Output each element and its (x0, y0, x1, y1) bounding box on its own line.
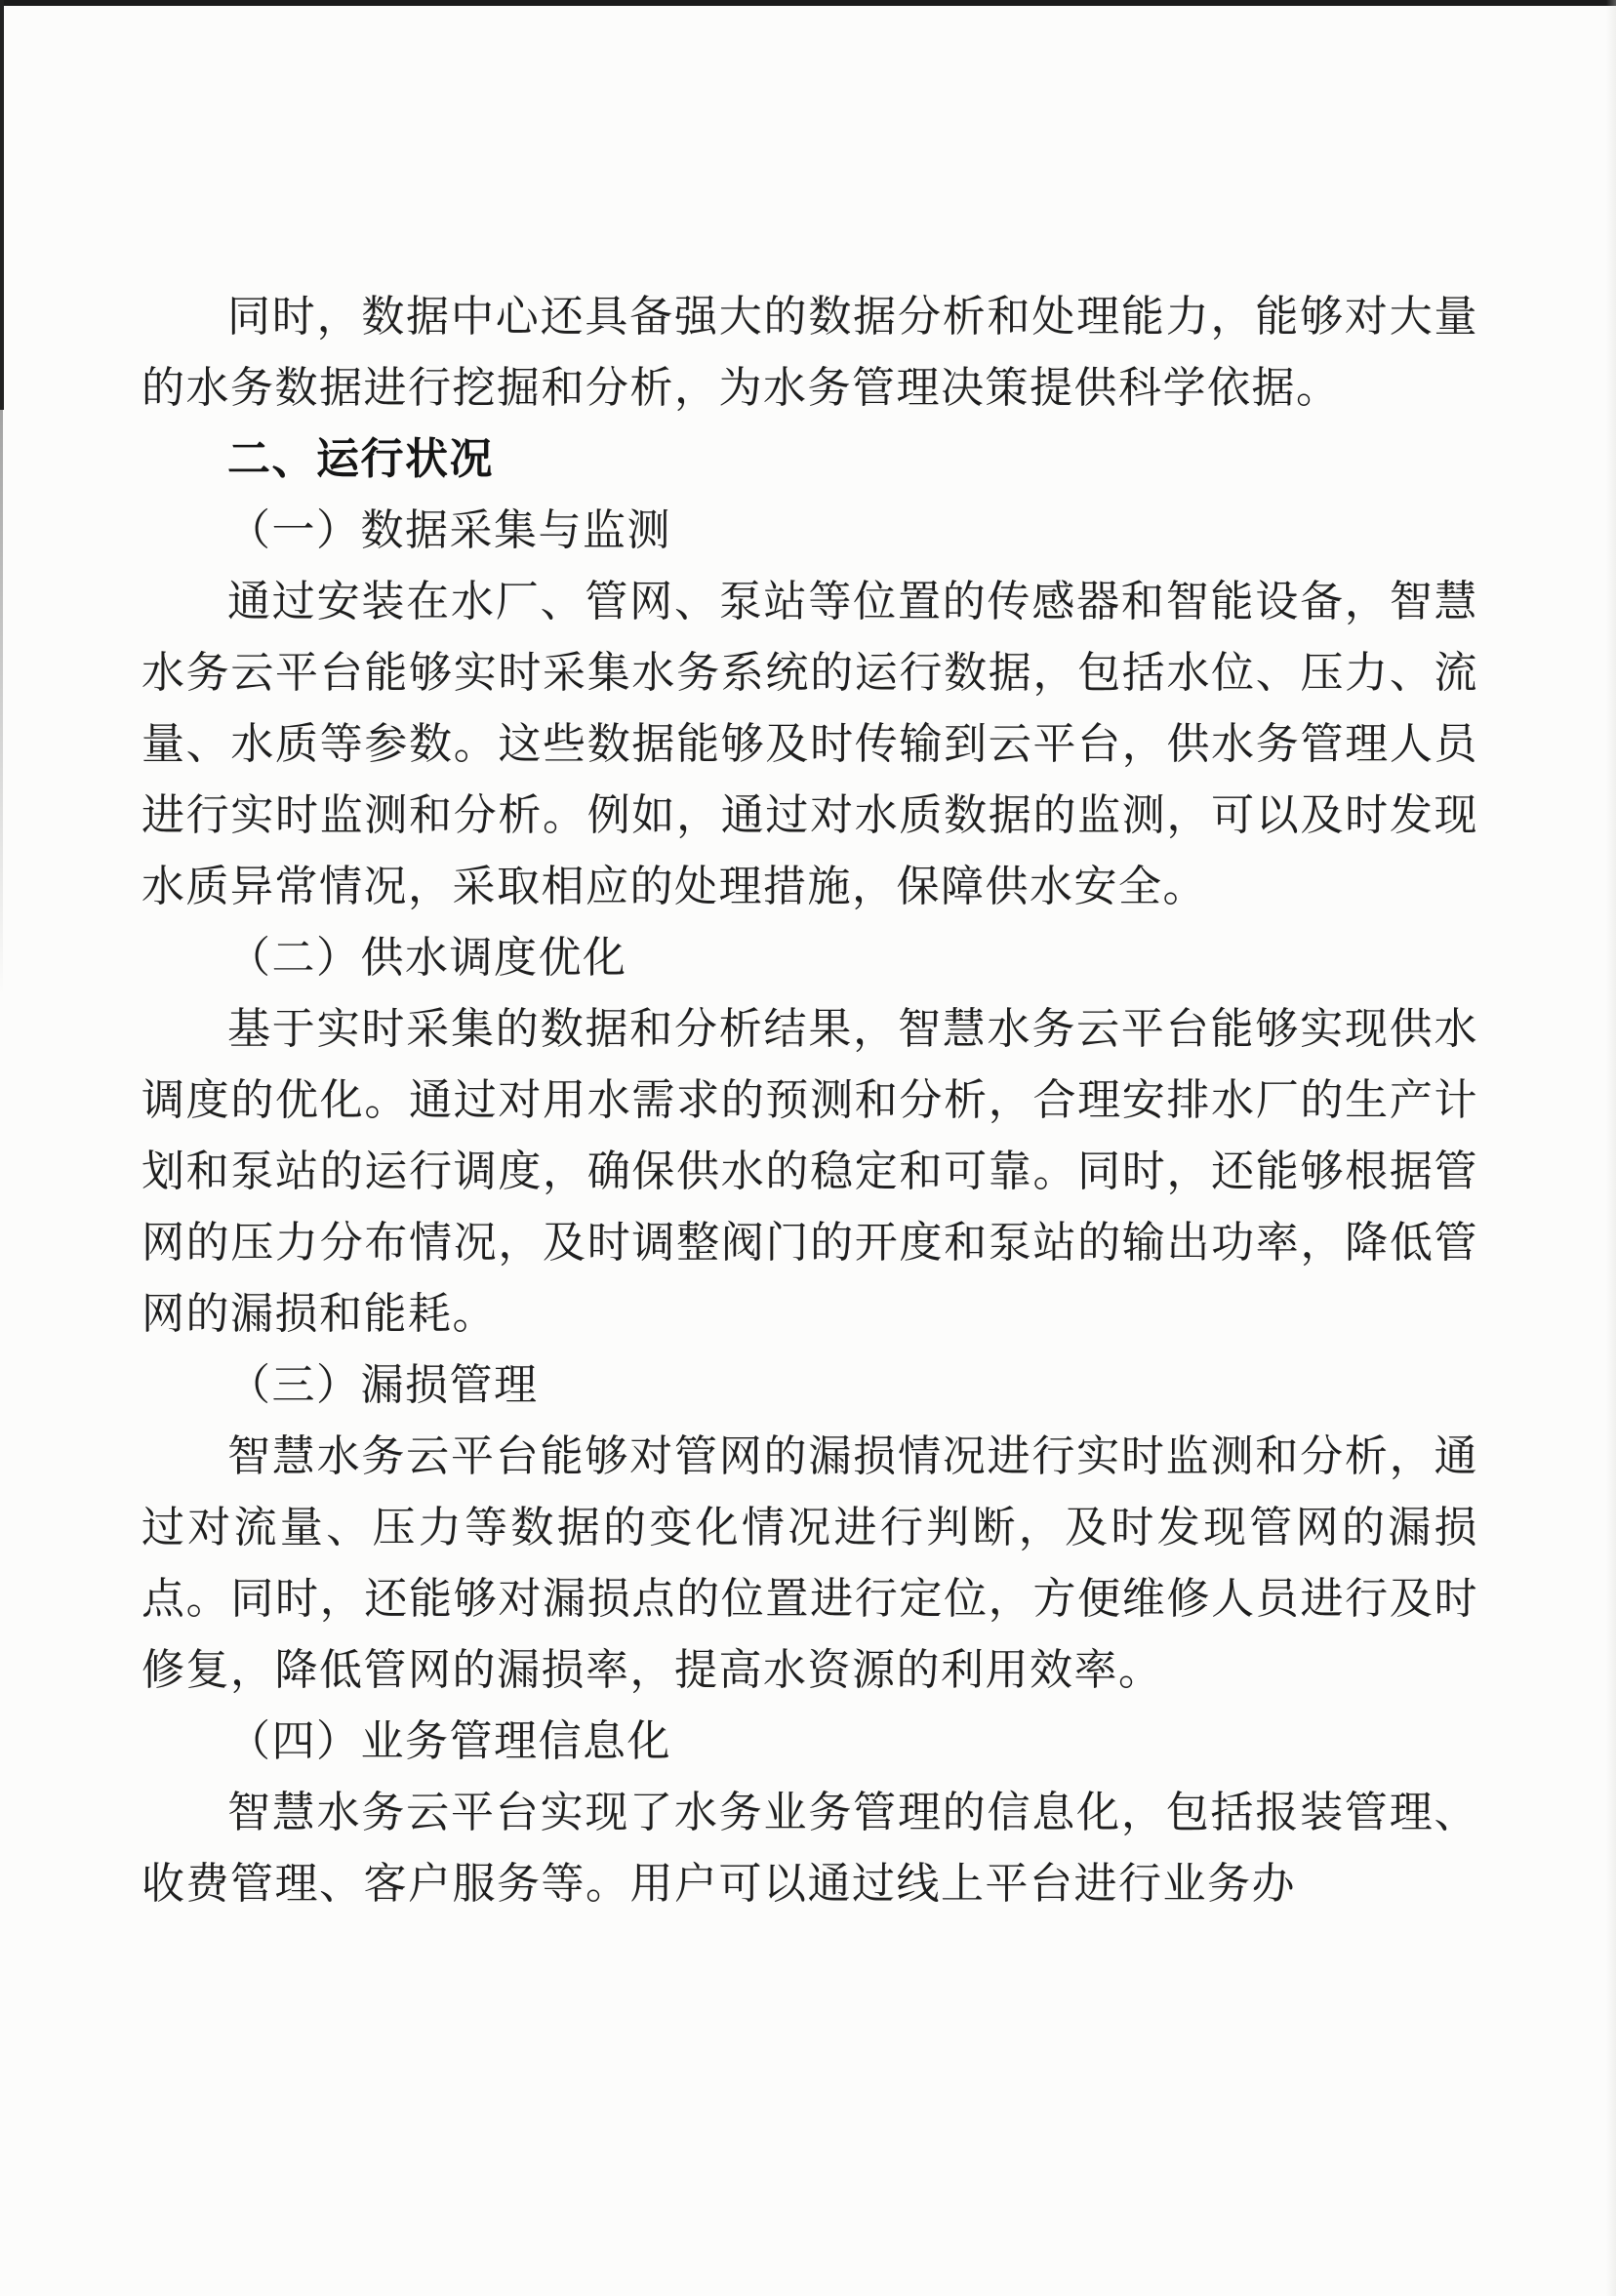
paragraph-supply-dispatch: 基于实时采集的数据和分析结果，智慧水务云平台能够实现供水调度的优化。通过对用水需求的预测和分析，合理安排水厂的生产计划和泵站的运行调度，确保供水的稳定和可靠。同时，还能够根据管网的压力分布情况，及时调整阀门的开度和泵站的输出功率，降低管网的漏损和能耗。 (141, 1005, 1478, 1338)
scan-edge-left-fade (0, 410, 3, 995)
scan-edge-left (0, 0, 4, 410)
paragraph-data-center-continued: 同时，数据中心还具备强大的数据分析和处理能力，能够对大量的水务数据进行挖掘和分析，为水务管理决策提供科学依据。 (141, 293, 1478, 412)
section-heading-operating-status: 二、运行状况 (227, 435, 494, 483)
paragraph-leakage-management: 智慧水务云平台能够对管网的漏损情况进行实时监测和分析，通过对流量、压力等数据的变化情况进行判断，及时发现管网的漏损点。同时，还能够对漏损点的位置进行定位，方便维修人员进行及时修复，降低管网的漏损率，提高水资源的利用效率。 (141, 1432, 1478, 1694)
scan-shadow-right (1606, 0, 1616, 2296)
subsection-heading-business-informatization: （四）业务管理信息化 (227, 1717, 671, 1765)
paragraph-data-collection: 通过安装在水厂、管网、泵站等位置的传感器和智能设备，智慧水务云平台能够实时采集水务系统的运行数据，包括水位、压力、流量、水质等参数。这些数据能够及时传输到云平台，供水务管理人员进行实时监测和分析。例如，通过对水质数据的监测，可以及时发现水质异常情况，采取相应的处理措施，保障供水安全。 (141, 578, 1478, 910)
subsection-heading-data-collection: （一）数据采集与监测 (227, 506, 671, 554)
subsection-heading-leakage-management: （三）漏损管理 (227, 1361, 539, 1409)
scan-edge-top (0, 0, 1616, 6)
paragraph-business-informatization: 智慧水务云平台实现了水务业务管理的信息化，包括报装管理、收费管理、客户服务等。用户可以通过线上平台进行业务办 (141, 1789, 1478, 1908)
subsection-heading-supply-dispatch: （二）供水调度优化 (227, 934, 627, 982)
document-text-body (141, 281, 1478, 1919)
